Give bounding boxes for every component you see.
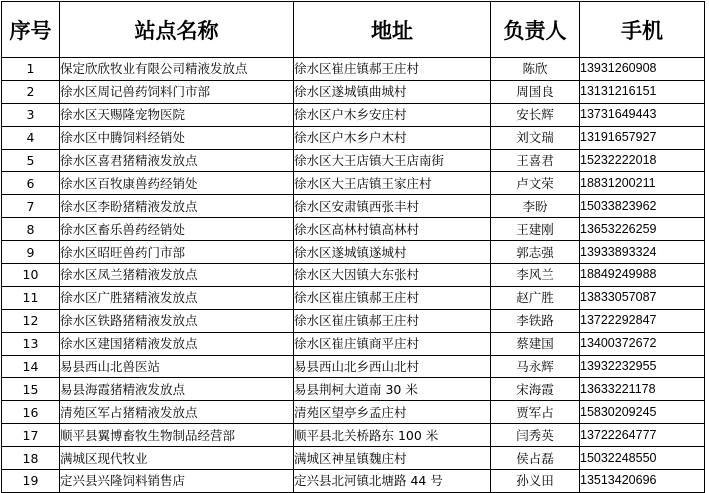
cell-station-name: 徐水区昭旺兽药门市部 bbox=[60, 241, 294, 264]
cell-station-name: 徐水区喜君猪精液发放点 bbox=[60, 149, 294, 172]
cell-phone: 13400372672 bbox=[580, 332, 705, 355]
cell-address: 徐水区遂城镇曲城村 bbox=[294, 80, 491, 103]
cell-person: 赵广胜 bbox=[491, 286, 580, 309]
table-row bbox=[2, 264, 705, 287]
table-row bbox=[2, 286, 705, 309]
cell-address: 徐水区崔庄镇郝王庄村 bbox=[294, 309, 491, 332]
table-row bbox=[2, 470, 705, 493]
table-row bbox=[2, 355, 705, 378]
cell-person: 闫秀英 bbox=[491, 424, 580, 447]
station-table bbox=[1, 1, 705, 493]
cell-station-name: 定兴县兴隆饲料销售店 bbox=[60, 470, 294, 493]
cell-seq: 2 bbox=[2, 80, 60, 103]
cell-phone: 18831200211 bbox=[580, 172, 705, 195]
header-address: 地址 bbox=[294, 2, 491, 58]
header-name: 站点名称 bbox=[60, 2, 294, 58]
cell-seq: 7 bbox=[2, 195, 60, 218]
cell-seq: 14 bbox=[2, 355, 60, 378]
cell-station-name: 顺平县翼博畜牧生物制品经营部 bbox=[60, 424, 294, 447]
table-row bbox=[2, 424, 705, 447]
cell-station-name: 徐水区周记兽药饲料门市部 bbox=[60, 80, 294, 103]
cell-phone: 13131216151 bbox=[580, 80, 705, 103]
cell-address: 徐水区大王店镇王家庄村 bbox=[294, 172, 491, 195]
table-row bbox=[2, 218, 705, 241]
cell-person: 宋海霞 bbox=[491, 378, 580, 401]
cell-address: 徐水区崔庄镇郝王庄村 bbox=[294, 286, 491, 309]
cell-seq: 9 bbox=[2, 241, 60, 264]
cell-phone: 13722264777 bbox=[580, 424, 705, 447]
cell-station-name: 徐水区天赐隆宠物医院 bbox=[60, 103, 294, 126]
header-phone: 手机 bbox=[580, 2, 705, 58]
cell-phone: 13722292847 bbox=[580, 309, 705, 332]
cell-seq: 19 bbox=[2, 470, 60, 493]
cell-phone: 15232222018 bbox=[580, 149, 705, 172]
cell-person: 孙义田 bbox=[491, 470, 580, 493]
table-row bbox=[2, 126, 705, 149]
cell-seq: 18 bbox=[2, 447, 60, 470]
cell-station-name: 徐水区百牧康兽药经销处 bbox=[60, 172, 294, 195]
table-row bbox=[2, 447, 705, 470]
cell-seq: 1 bbox=[2, 58, 60, 81]
cell-phone: 13833057087 bbox=[580, 286, 705, 309]
cell-seq: 8 bbox=[2, 218, 60, 241]
cell-address: 清苑区望亭乡孟庄村 bbox=[294, 401, 491, 424]
table-header bbox=[2, 2, 705, 58]
cell-address: 徐水区大因镇大东张村 bbox=[294, 264, 491, 287]
cell-address: 顺平县北关桥路东 100 米 bbox=[294, 424, 491, 447]
cell-phone: 13633221178 bbox=[580, 378, 705, 401]
cell-phone: 13931260908 bbox=[580, 58, 705, 81]
cell-phone: 13653226259 bbox=[580, 218, 705, 241]
table-row bbox=[2, 149, 705, 172]
cell-seq: 6 bbox=[2, 172, 60, 195]
cell-address: 易县荆柯大道南 30 米 bbox=[294, 378, 491, 401]
cell-seq: 11 bbox=[2, 286, 60, 309]
cell-phone: 13191657927 bbox=[580, 126, 705, 149]
cell-seq: 15 bbox=[2, 378, 60, 401]
table-row bbox=[2, 103, 705, 126]
cell-phone: 15032248550 bbox=[580, 447, 705, 470]
cell-phone: 13932232955 bbox=[580, 355, 705, 378]
cell-seq: 12 bbox=[2, 309, 60, 332]
cell-person: 贾军占 bbox=[491, 401, 580, 424]
cell-address: 满城区神星镇魏庄村 bbox=[294, 447, 491, 470]
cell-address: 徐水区大王店镇大王店南街 bbox=[294, 149, 491, 172]
cell-station-name: 清苑区军占猪精液发放点 bbox=[60, 401, 294, 424]
cell-seq: 17 bbox=[2, 424, 60, 447]
cell-person: 李风兰 bbox=[491, 264, 580, 287]
table-row bbox=[2, 378, 705, 401]
cell-seq: 10 bbox=[2, 264, 60, 287]
header-row bbox=[2, 2, 705, 58]
cell-phone: 13513420696 bbox=[580, 470, 705, 493]
cell-phone: 15830209245 bbox=[580, 401, 705, 424]
table-row bbox=[2, 309, 705, 332]
cell-person: 郭志强 bbox=[491, 241, 580, 264]
cell-person: 李盼 bbox=[491, 195, 580, 218]
cell-address: 徐水区崔庄镇商平庄村 bbox=[294, 332, 491, 355]
table-row bbox=[2, 172, 705, 195]
cell-station-name: 徐水区李盼猪精液发放点 bbox=[60, 195, 294, 218]
cell-seq: 13 bbox=[2, 332, 60, 355]
table-row bbox=[2, 332, 705, 355]
cell-phone: 13933893324 bbox=[580, 241, 705, 264]
cell-phone: 15033823962 bbox=[580, 195, 705, 218]
table-row bbox=[2, 58, 705, 81]
cell-phone: 18849249988 bbox=[580, 264, 705, 287]
cell-address: 定兴县北河镇北塘路 44 号 bbox=[294, 470, 491, 493]
cell-phone: 13731649443 bbox=[580, 103, 705, 126]
cell-address: 徐水区崔庄镇郝王庄村 bbox=[294, 58, 491, 81]
cell-person: 刘文瑞 bbox=[491, 126, 580, 149]
cell-person: 王建刚 bbox=[491, 218, 580, 241]
cell-seq: 3 bbox=[2, 103, 60, 126]
cell-station-name: 徐水区广胜猪精液发放点 bbox=[60, 286, 294, 309]
cell-address: 徐水区安肃镇西张丰村 bbox=[294, 195, 491, 218]
cell-station-name: 徐水区凤兰猪精液发放点 bbox=[60, 264, 294, 287]
cell-station-name: 徐水区畜乐兽药经销处 bbox=[60, 218, 294, 241]
cell-person: 蔡建国 bbox=[491, 332, 580, 355]
cell-address: 徐水区遂城镇遂城村 bbox=[294, 241, 491, 264]
cell-address: 徐水区户木乡安庄村 bbox=[294, 103, 491, 126]
cell-person: 侯占磊 bbox=[491, 447, 580, 470]
cell-seq: 16 bbox=[2, 401, 60, 424]
table-row bbox=[2, 401, 705, 424]
cell-person: 安长辉 bbox=[491, 103, 580, 126]
cell-person: 陈欣 bbox=[491, 58, 580, 81]
cell-person: 王喜君 bbox=[491, 149, 580, 172]
cell-station-name: 易县海霞猪精液发放点 bbox=[60, 378, 294, 401]
cell-address: 徐水区高林村镇高林村 bbox=[294, 218, 491, 241]
cell-person: 卢文荣 bbox=[491, 172, 580, 195]
cell-address: 徐水区户木乡户木村 bbox=[294, 126, 491, 149]
cell-person: 马永辉 bbox=[491, 355, 580, 378]
cell-seq: 5 bbox=[2, 149, 60, 172]
cell-station-name: 徐水区铁路猪精液发放点 bbox=[60, 309, 294, 332]
header-seq: 序号 bbox=[2, 2, 60, 58]
cell-person: 李铁路 bbox=[491, 309, 580, 332]
cell-address: 易县西山北乡西山北村 bbox=[294, 355, 491, 378]
table-row bbox=[2, 80, 705, 103]
cell-person: 周国良 bbox=[491, 80, 580, 103]
cell-station-name: 徐水区建国猪精液发放点 bbox=[60, 332, 294, 355]
cell-station-name: 徐水区中腾饲料经销处 bbox=[60, 126, 294, 149]
cell-station-name: 保定欣欣牧业有限公司精液发放点 bbox=[60, 58, 294, 81]
table-row bbox=[2, 195, 705, 218]
cell-seq: 4 bbox=[2, 126, 60, 149]
cell-station-name: 易县西山北兽医站 bbox=[60, 355, 294, 378]
table-row bbox=[2, 241, 705, 264]
cell-station-name: 满城区现代牧业 bbox=[60, 447, 294, 470]
table-body bbox=[2, 58, 705, 493]
header-person: 负责人 bbox=[491, 2, 580, 58]
